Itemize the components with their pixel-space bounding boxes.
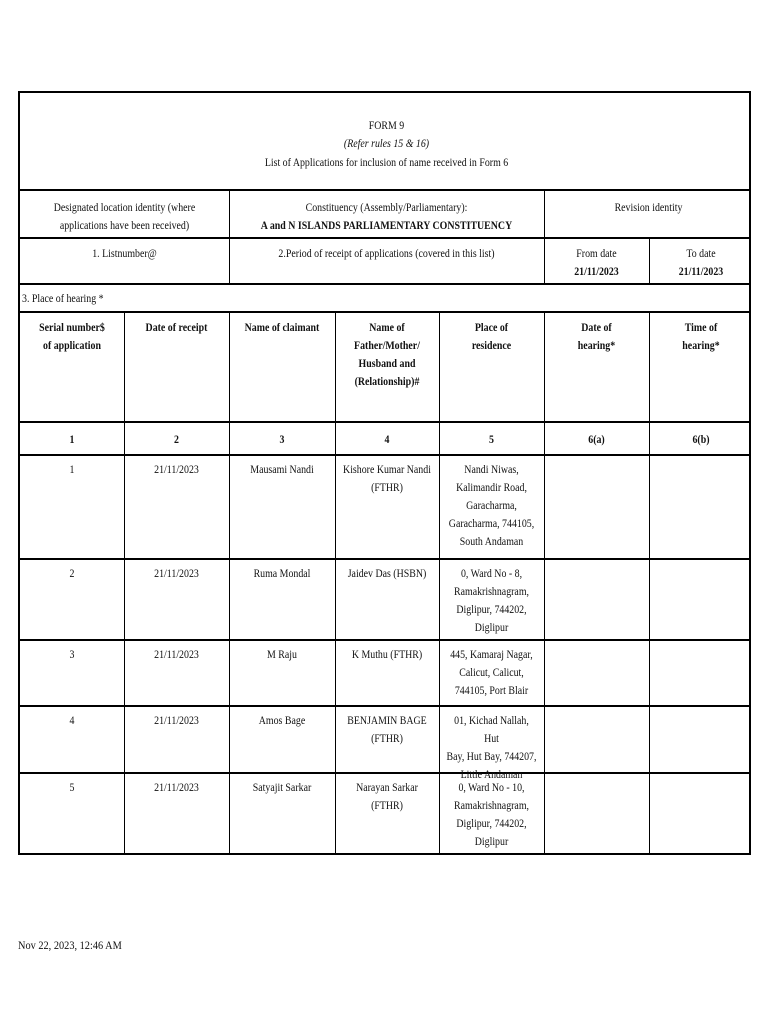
rule-after-title xyxy=(20,189,749,191)
cell-claimant-name: M Raju xyxy=(267,649,297,661)
cell-claimant-name: Satyajit Sarkar xyxy=(252,782,312,794)
rule-after-row4 xyxy=(20,772,749,774)
column-divider xyxy=(649,311,650,855)
column-number: 6(b) xyxy=(692,434,710,446)
cell-serial-number: 4 xyxy=(69,715,75,727)
column-divider xyxy=(229,311,230,855)
cell-relation-line: K Muthu (FTHR) xyxy=(351,649,423,661)
constituency-label: Constituency (Assembly/Parliamentary): xyxy=(305,202,468,214)
column-number: 6(a) xyxy=(588,434,605,446)
cell-residence xyxy=(446,646,536,700)
cell-claimant-name: Amos Bage xyxy=(258,715,306,727)
column-header-line: of application xyxy=(43,340,101,352)
cell-residence-line: Kalimandir Road, xyxy=(456,482,527,494)
cell-residence-line: Diglipur xyxy=(474,622,509,634)
cell-serial-number: 5 xyxy=(69,782,75,794)
column-header-line: Husband and xyxy=(358,358,416,370)
cell-residence-line: Calicut, Calicut, xyxy=(459,667,524,679)
cell-residence-line: South Andaman xyxy=(459,536,524,548)
column-number: 2 xyxy=(174,434,179,446)
cell-residence-line: 0, Ward No - 8, xyxy=(460,568,523,580)
rule-after-row1 xyxy=(20,558,749,560)
cell-relation xyxy=(342,779,431,815)
column-header-line: (Relationship)# xyxy=(354,376,420,388)
column-header xyxy=(551,319,641,355)
column-header-line: Place of xyxy=(474,322,509,334)
rule-after-colnums xyxy=(20,454,749,456)
divider-info-3 xyxy=(649,237,650,283)
rule-after-period xyxy=(20,283,749,285)
cell-claimant-name: Ruma Mondal xyxy=(253,568,311,580)
column-number: 3 xyxy=(279,434,285,446)
column-divider xyxy=(124,311,125,855)
cell-residence-line: 445, Kamaraj Nagar, xyxy=(450,649,533,661)
rule-after-headers xyxy=(20,421,749,423)
form-frame xyxy=(18,91,751,855)
cell-residence xyxy=(446,712,536,784)
period-label: 2.Period of receipt of applications (covered in this list) xyxy=(278,248,495,260)
divider-info-2 xyxy=(544,189,545,283)
cell-relation-line: Jaidev Das (HSBN) xyxy=(347,568,427,580)
column-header xyxy=(446,319,536,355)
column-header-line: Name of claimant xyxy=(244,322,320,334)
column-header xyxy=(236,319,327,337)
cell-residence-line: 01, Kichad Nallah, Hut xyxy=(454,715,529,745)
cell-relation xyxy=(342,646,431,664)
column-header-line: Name of xyxy=(369,322,405,334)
column-divider xyxy=(335,311,336,855)
cell-relation xyxy=(342,712,431,748)
to-date-value: 21/11/2023 xyxy=(678,266,724,278)
cell-relation-line: (FTHR) xyxy=(371,482,403,494)
column-header xyxy=(342,319,431,391)
cell-residence-line: Ramakrishnagram, xyxy=(454,800,529,812)
cell-serial-number: 1 xyxy=(69,464,75,476)
column-number: 4 xyxy=(384,434,390,446)
cell-serial-number: 3 xyxy=(69,649,75,661)
column-divider xyxy=(544,311,545,855)
column-header-line: Father/Mother/ xyxy=(354,340,420,352)
cell-date-of-receipt: 21/11/2023 xyxy=(154,464,199,476)
designated-location-line: applications have been received) xyxy=(59,220,190,232)
column-header xyxy=(656,319,745,355)
cell-residence-line: Diglipur xyxy=(474,836,509,848)
form-title: FORM 9 xyxy=(368,120,405,132)
cell-relation-line: Kishore Kumar Nandi xyxy=(343,464,431,476)
cell-relation-line: (FTHR) xyxy=(371,733,403,745)
to-date-block xyxy=(656,245,745,281)
column-divider xyxy=(439,311,440,855)
column-header-line: hearing* xyxy=(577,340,616,352)
place-of-hearing-label: 3. Place of hearing * xyxy=(22,293,104,305)
cell-residence-line: Little Andaman xyxy=(460,769,523,781)
cell-residence-line: Diglipur, 744202, xyxy=(456,604,527,616)
rule-after-place xyxy=(20,311,749,313)
cell-relation xyxy=(342,461,431,497)
cell-residence xyxy=(446,779,536,851)
column-header-line: Date of xyxy=(581,322,612,334)
revision-identity-label: Revision identity xyxy=(614,202,683,214)
cell-residence xyxy=(446,565,536,637)
column-header xyxy=(131,319,221,337)
designated-location-label xyxy=(35,199,215,235)
cell-date-of-receipt: 21/11/2023 xyxy=(154,649,199,661)
cell-residence-line: 0, Ward No - 10, xyxy=(458,782,525,794)
cell-residence-line: Bay, Hut Bay, 744207, xyxy=(446,751,537,763)
from-date-block xyxy=(551,245,641,281)
cell-relation-line: BENJAMIN BAGE xyxy=(347,715,427,727)
constituency-value: A and N ISLANDS PARLIAMENTARY CONSTITUENCY xyxy=(260,220,513,232)
cell-residence-line: Diglipur, 744202, xyxy=(456,818,527,830)
divider-info-1 xyxy=(229,189,230,283)
column-header-line: residence xyxy=(471,340,512,352)
rule-after-row2 xyxy=(20,639,749,641)
cell-residence-line: Nandi Niwas, xyxy=(464,464,519,476)
cell-date-of-receipt: 21/11/2023 xyxy=(154,568,199,580)
cell-residence-line: Garacharma, xyxy=(466,500,517,512)
list-number-label: 1. Listnumber@ xyxy=(92,248,157,260)
cell-residence-line: 744105, Port Blair xyxy=(454,685,529,697)
form-description: List of Applications for inclusion of name received in Form 6 xyxy=(264,157,509,169)
cell-residence-line: Garacharma, 744105, xyxy=(448,518,535,530)
from-date-label: From date xyxy=(576,248,617,260)
column-number: 5 xyxy=(489,434,494,446)
designated-location-line: Designated location identity (where xyxy=(53,202,196,214)
rule-after-location xyxy=(20,237,749,239)
cell-residence xyxy=(446,461,536,551)
from-date-value: 21/11/2023 xyxy=(574,266,619,278)
cell-residence-line: Ramakrishnagram, xyxy=(454,586,529,598)
column-number: 1 xyxy=(69,434,75,446)
column-header xyxy=(27,319,116,355)
cell-date-of-receipt: 21/11/2023 xyxy=(154,715,199,727)
cell-relation-line: Narayan Sarkar (FTHR) xyxy=(356,782,418,812)
print-timestamp: Nov 22, 2023, 12:46 AM xyxy=(18,938,122,952)
cell-claimant-name: Mausami Nandi xyxy=(250,464,314,476)
rule-after-row3 xyxy=(20,705,749,707)
column-header-line: Date of receipt xyxy=(145,322,208,334)
cell-relation xyxy=(342,565,431,583)
form-subtitle: (Refer rules 15 & 16) xyxy=(343,138,430,150)
column-header-line: hearing* xyxy=(682,340,720,352)
column-header-line: Serial number$ xyxy=(39,322,105,334)
to-date-label: To date xyxy=(686,248,716,260)
cell-date-of-receipt: 21/11/2023 xyxy=(154,782,199,794)
column-header-line: Time of xyxy=(684,322,718,334)
constituency-block xyxy=(251,199,522,235)
cell-serial-number: 2 xyxy=(69,568,75,580)
